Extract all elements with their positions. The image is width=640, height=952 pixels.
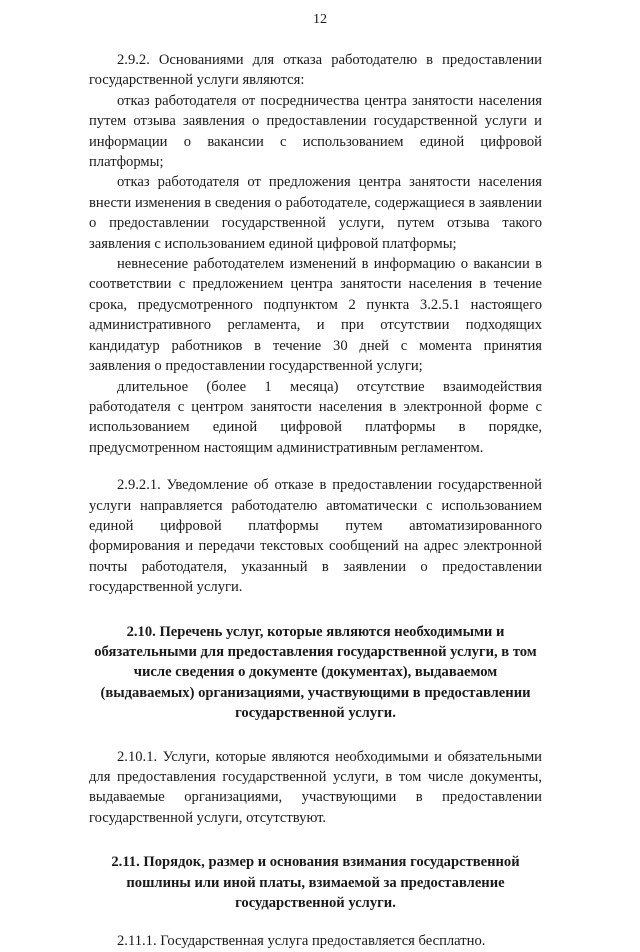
paragraph-2-10-1: 2.10.1. Услуги, которые являются необходимыми и обязательными для предоставления государственной услуги, в том числе документы, выдаваемые организациями, участвующими в предоставлении государственной услуги, отсутствуют. <box>89 748 542 826</box>
heading-2-11: 2.11. Порядок, размер и основания взимания государственной пошлины или иной платы, взимаемой за предоставление государственной услуги. <box>111 854 520 912</box>
heading-2-10: 2.10. Перечень услуг, которые являются необходимыми и обязательными для предоставления государственной услуги, в том числе сведения о документе (документах), выдаваемом (выдаваемых) организациями, участвующими в предоставлении государственной услуги. <box>94 623 537 722</box>
paragraph-2-9-2: 2.9.2. Основаниями для отказа работодателю в предоставлении государственной услуги являются: <box>89 52 542 89</box>
paragraph-ground-refuse-changes: отказ работодателя от предложения центра занятости населения внести изменения в сведения о работодателе, содержащиеся в заявлении о предоставлении государственной услуги, путем отзыва такого заявления с использованием единой цифровой платформы; <box>89 174 542 252</box>
paragraph-2-9-2-1: 2.9.2.1. Уведомление об отказе в предоставлении государственной услуги направляется работодателю автоматически с использованием единой цифровой платформы путем автоматизированного формирования и передачи текстовых сообщений на адрес электронной почты работодателя, указанный в заявлении о предоставлении государственной услуги. <box>89 477 542 596</box>
paragraph-ground-withdrawal: отказ работодателя от посредничества центра занятости населения путем отзыва заявления о предоставлении государственной услуги и информации о вакансии с использованием единой цифровой платформы; <box>89 92 542 171</box>
paragraph-2-11-1: 2.11.1. Государственная услуга предоставляется бесплатно. <box>117 933 486 950</box>
document-body <box>89 50 542 952</box>
paragraph-ground-no-interaction: длительное (более 1 месяца) отсутствие взаимодействия работодателя с центром занятости населения в электронной форме с использованием единой цифровой платформы в порядке, предусмотренном настоящим административным регламентом. <box>89 378 542 456</box>
page-number: 12 <box>313 12 327 27</box>
paragraph-ground-no-changes: невнесение работодателем изменений в информацию о вакансии в соответствии с предложением центра занятости населения в течение срока, предусмотренного подпунктом 2 пункта 3.2.5.1 настоящего административного регламента, и при отсутствии подходящих кандидатур работников в течение 30 дней с момента принятия заявления о предоставлении государственной услуги; <box>89 256 542 375</box>
